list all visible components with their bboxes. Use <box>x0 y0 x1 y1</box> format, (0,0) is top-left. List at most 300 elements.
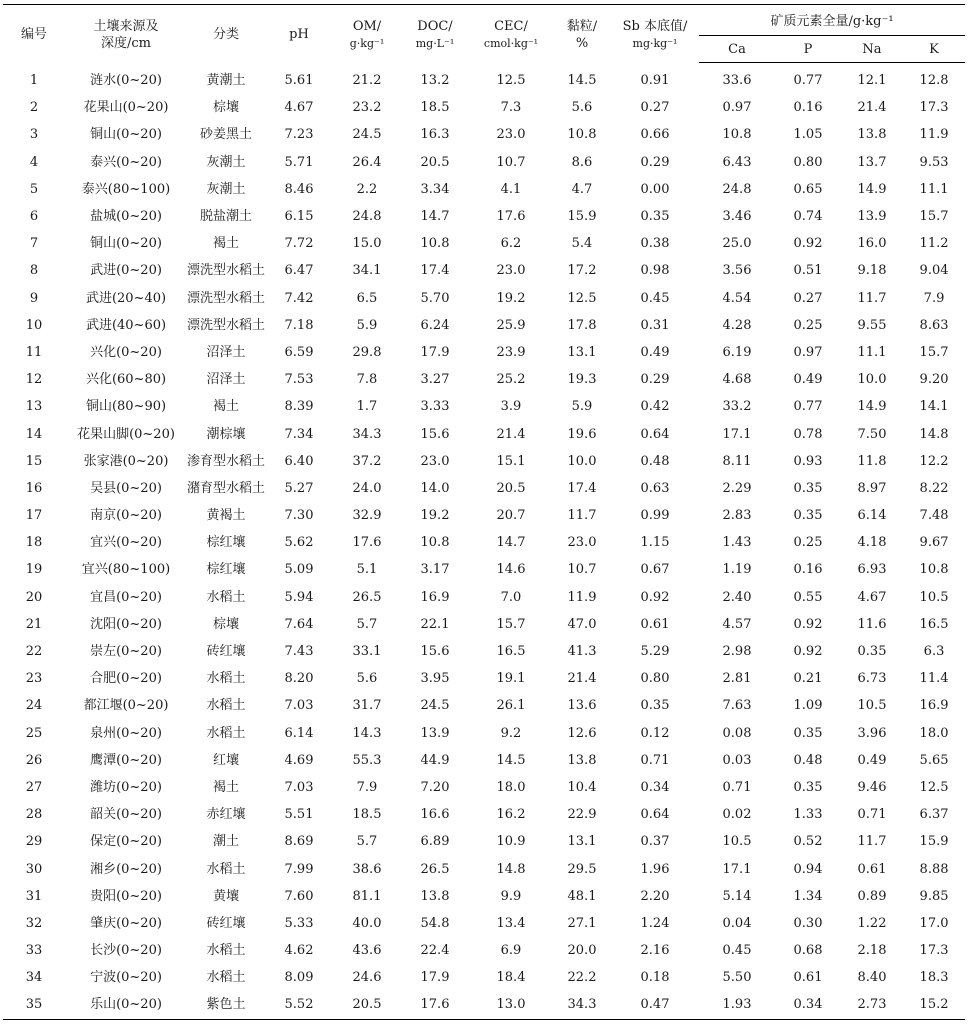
cell-no: 33 <box>25 943 43 959</box>
cell-ca: 10.8 <box>722 127 752 143</box>
cell-class: 赤红壤 <box>206 807 246 823</box>
cell-om: 24.5 <box>352 127 382 143</box>
cell-ph: 7.42 <box>284 290 314 306</box>
cell-cec: 23.0 <box>496 127 526 143</box>
cell-cec: 21.4 <box>496 426 526 442</box>
cell-no: 28 <box>25 807 43 823</box>
cell-class: 棕壤 <box>212 616 239 632</box>
cell-na: 4.67 <box>857 589 887 605</box>
cell-sb: 0.64 <box>640 426 670 442</box>
cell-p: 0.93 <box>793 453 823 469</box>
cell-no: 24 <box>25 698 43 714</box>
cell-p: 1.05 <box>793 127 823 143</box>
cell-cec: 15.7 <box>496 616 526 632</box>
cell-om: 29.8 <box>352 344 382 360</box>
cell-ph: 5.52 <box>265 991 333 1019</box>
cell-ph: 5.62 <box>284 535 314 551</box>
cell-cec: 14.5 <box>496 752 526 768</box>
table-row <box>3 420 965 447</box>
cell-no: 8 <box>29 263 39 279</box>
cell-source: 宁波(0~20) <box>90 970 162 986</box>
cell-om: 34.3 <box>352 426 382 442</box>
cell-ph: 6.15 <box>284 209 314 225</box>
cell-clay: 29.5 <box>567 861 597 877</box>
cell-om: 81.1 <box>352 888 382 904</box>
cell-cec: 3.9 <box>500 399 522 415</box>
cell-ca: 6.19 <box>722 344 752 360</box>
cell-p: 0.80 <box>793 154 823 170</box>
cell-doc: 16.6 <box>420 807 450 823</box>
cell-clay: 5.9 <box>571 399 593 415</box>
cell-na: 7.50 <box>857 426 887 442</box>
cell-class: 水稻土 <box>206 698 246 714</box>
cell-sb: 0.66 <box>640 127 670 143</box>
cell-class: 黄壤 <box>212 888 239 904</box>
header-mineral-group: 矿质元素全量/g·kg⁻¹ <box>699 5 965 36</box>
cell-source: 保定(0~20) <box>90 834 162 850</box>
cell-no: 7 <box>29 236 39 252</box>
cell-source: 贵阳(0~20) <box>90 888 162 904</box>
table-row <box>3 774 965 801</box>
cell-p: 0.92 <box>793 616 823 632</box>
cell-k: 7.9 <box>923 290 945 306</box>
cell-k: 9.53 <box>919 154 949 170</box>
cell-na: 11.1 <box>857 344 887 360</box>
cell-na: 9.55 <box>857 317 887 333</box>
cell-doc: 24.5 <box>420 698 450 714</box>
cell-ph: 5.09 <box>284 562 314 578</box>
header-ca: Ca <box>699 36 775 63</box>
cell-no: 25 <box>25 725 43 741</box>
cell-ph: 7.18 <box>284 317 314 333</box>
cell-ca: 0.02 <box>722 807 752 823</box>
cell-na: 13.7 <box>857 154 887 170</box>
table-row <box>3 638 965 665</box>
cell-p: 0.25 <box>793 535 823 551</box>
cell-ca: 25.0 <box>722 236 752 252</box>
cell-na: 6.73 <box>857 671 887 687</box>
table-row <box>3 665 965 692</box>
cell-p: 0.27 <box>793 290 823 306</box>
cell-ca: 0.45 <box>722 943 752 959</box>
cell-cec: 23.9 <box>496 344 526 360</box>
cell-no: 18 <box>25 535 43 551</box>
cell-source: 潍坊(0~20) <box>90 779 162 795</box>
cell-class: 沼泽土 <box>206 372 246 388</box>
cell-cec: 23.0 <box>496 263 526 279</box>
header-doc-line2: mg·L⁻¹ <box>415 36 455 50</box>
cell-clay: 5.6 <box>571 100 593 116</box>
cell-sb: 0.38 <box>640 236 670 252</box>
cell-p: 0.35 <box>793 480 823 496</box>
cell-no: 11 <box>25 344 43 360</box>
soil-properties-table <box>3 4 965 1020</box>
cell-om: 23.2 <box>352 100 382 116</box>
cell-p: 0.92 <box>793 236 823 252</box>
cell-om: 5.1 <box>356 562 378 578</box>
cell-ca: 17.1 <box>722 861 752 877</box>
cell-ph: 8.46 <box>284 181 314 197</box>
cell-ca: 1.43 <box>722 535 752 551</box>
table-row <box>3 94 965 121</box>
cell-clay: 14.5 <box>567 72 597 88</box>
cell-na: 0.35 <box>857 644 887 660</box>
cell-om: 17.6 <box>352 535 382 551</box>
cell-na: 12.1 <box>857 73 887 89</box>
header-no: 编号 <box>3 5 65 63</box>
cell-clay: 12.6 <box>567 725 597 741</box>
header-om <box>333 5 401 63</box>
cell-ca: 6.43 <box>722 154 752 170</box>
cell-clay: 27.1 <box>567 915 597 931</box>
table-row <box>3 257 965 284</box>
cell-om: 31.7 <box>352 698 382 714</box>
cell-doc: 23.0 <box>420 453 450 469</box>
cell-k: 11.2 <box>919 236 949 252</box>
cell-no: 14 <box>25 426 43 442</box>
table-row <box>3 475 965 502</box>
cell-om: 5.7 <box>356 834 378 850</box>
cell-class: 砖红壤 <box>206 644 246 660</box>
cell-ca: 0.97 <box>722 100 752 116</box>
cell-no: 35 <box>3 991 65 1019</box>
cell-doc: 16.3 <box>420 127 450 143</box>
cell-clay: 48.1 <box>567 888 597 904</box>
table-row <box>3 720 965 747</box>
cell-ca: 33.6 <box>722 73 752 89</box>
cell-ca: 2.40 <box>722 589 752 605</box>
cell-om: 24.6 <box>352 970 382 986</box>
cell-om: 24.8 <box>352 209 382 225</box>
table-row <box>3 801 965 828</box>
cell-ca: 0.08 <box>722 725 752 741</box>
cell-k: 7.48 <box>919 508 949 524</box>
cell-source: 涟水(0~20) <box>90 72 162 88</box>
table-row <box>3 747 965 774</box>
cell-clay: 5.4 <box>571 236 593 252</box>
cell-no: 27 <box>25 779 43 795</box>
cell-om: 38.6 <box>352 861 382 877</box>
cell-class: 水稻土 <box>206 589 246 605</box>
cell-ca: 1.93 <box>699 991 775 1019</box>
cell-clay: 19.3 <box>567 372 597 388</box>
cell-doc: 14.7 <box>420 209 450 225</box>
cell-no: 17 <box>25 508 43 524</box>
cell-cec: 16.5 <box>496 644 526 660</box>
cell-p: 1.34 <box>793 888 823 904</box>
cell-ph: 7.99 <box>284 861 314 877</box>
table-row <box>3 366 965 393</box>
cell-na: 1.22 <box>857 915 887 931</box>
table-row <box>3 855 965 882</box>
cell-sb: 2.20 <box>640 888 670 904</box>
cell-no: 12 <box>25 372 43 388</box>
cell-sb: 0.63 <box>640 480 670 496</box>
cell-doc: 10.8 <box>420 535 450 551</box>
cell-om: 14.3 <box>352 725 382 741</box>
cell-ca: 4.28 <box>722 317 752 333</box>
cell-na: 2.18 <box>857 943 887 959</box>
cell-na: 0.89 <box>857 888 887 904</box>
cell-ph: 6.14 <box>284 725 314 741</box>
cell-doc: 10.8 <box>420 236 450 252</box>
cell-source: 湘乡(0~20) <box>90 861 162 877</box>
header-cec <box>469 5 553 63</box>
cell-sb: 0.71 <box>640 752 670 768</box>
header-cec-line2: cmol·kg⁻¹ <box>483 36 539 50</box>
cell-sb: 0.49 <box>640 344 670 360</box>
cell-na: 11.8 <box>857 453 887 469</box>
cell-p: 0.74 <box>793 209 823 225</box>
cell-cec: 7.3 <box>500 100 522 116</box>
cell-no: 19 <box>25 562 43 578</box>
cell-clay: 10.7 <box>567 562 597 578</box>
cell-k: 11.9 <box>919 127 949 143</box>
cell-source: 泰兴(0~20) <box>90 154 162 170</box>
cell-sb: 0.61 <box>640 616 670 632</box>
cell-na: 9.46 <box>857 779 887 795</box>
cell-class: 灰潮土 <box>206 154 246 170</box>
cell-ca: 10.5 <box>722 834 752 850</box>
cell-na: 3.96 <box>857 725 887 741</box>
cell-ca: 7.63 <box>722 698 752 714</box>
cell-cec: 12.5 <box>496 72 526 88</box>
cell-no: 1 <box>29 72 39 88</box>
cell-doc: 3.33 <box>420 399 450 415</box>
cell-cec: 13.0 <box>469 991 553 1019</box>
cell-clay: 4.7 <box>571 181 593 197</box>
cell-sb: 0.98 <box>640 263 670 279</box>
cell-k: 6.37 <box>919 807 949 823</box>
cell-class: 水稻土 <box>206 671 246 687</box>
cell-ph: 8.09 <box>284 970 314 986</box>
cell-no: 20 <box>25 589 43 605</box>
cell-ph: 7.43 <box>284 644 314 660</box>
cell-clay: 11.9 <box>567 589 597 605</box>
cell-source: 武进(40~60) <box>85 317 167 333</box>
cell-k: 15.2 <box>903 991 965 1019</box>
cell-p: 0.35 <box>793 508 823 524</box>
cell-clay: 17.4 <box>567 480 597 496</box>
cell-ca: 33.2 <box>722 399 752 415</box>
cell-class: 砖红壤 <box>206 915 246 931</box>
cell-k: 12.5 <box>919 779 949 795</box>
cell-sb: 0.99 <box>640 508 670 524</box>
cell-ca: 2.98 <box>722 644 752 660</box>
cell-p: 0.16 <box>793 562 823 578</box>
cell-cec: 14.6 <box>496 562 526 578</box>
header-clay-line2: % <box>575 35 589 51</box>
cell-p: 0.25 <box>793 317 823 333</box>
cell-k: 17.0 <box>919 915 949 931</box>
cell-sb: 0.29 <box>640 372 670 388</box>
cell-sb: 1.24 <box>640 915 670 931</box>
cell-ph: 5.51 <box>284 807 314 823</box>
cell-doc: 17.9 <box>420 344 450 360</box>
cell-ph: 7.53 <box>284 372 314 388</box>
table-row <box>3 910 965 937</box>
cell-doc: 19.2 <box>420 508 450 524</box>
cell-doc: 17.4 <box>420 263 450 279</box>
cell-p: 0.52 <box>793 834 823 850</box>
cell-class: 砂姜黑土 <box>199 127 252 143</box>
header-sb-line1: Sb 本底值/ <box>622 18 688 34</box>
cell-sb: 0.92 <box>640 589 670 605</box>
cell-ca: 4.54 <box>722 290 752 306</box>
cell-om: 40.0 <box>352 915 382 931</box>
header-clay <box>553 5 611 63</box>
cell-om: 43.6 <box>352 943 382 959</box>
header-sb-line2: mg·kg⁻¹ <box>632 36 678 50</box>
cell-source: 都江堰(0~20) <box>83 698 169 714</box>
cell-na: 9.18 <box>857 263 887 279</box>
cell-source: 泰兴(80~100) <box>81 181 171 197</box>
cell-na: 8.97 <box>857 480 887 496</box>
cell-ca: 3.46 <box>722 209 752 225</box>
cell-k: 11.1 <box>919 181 949 197</box>
cell-ca: 5.14 <box>722 888 752 904</box>
cell-no: 6 <box>29 209 39 225</box>
cell-sb: 0.27 <box>640 100 670 116</box>
cell-sb: 2.16 <box>640 943 670 959</box>
cell-p: 0.61 <box>793 970 823 986</box>
header-clay-line1: 黏粒/ <box>566 18 598 34</box>
cell-doc: 54.8 <box>420 915 450 931</box>
header-doc <box>401 5 469 63</box>
cell-no: 2 <box>29 100 39 116</box>
cell-clay: 13.6 <box>567 698 597 714</box>
cell-clay: 17.8 <box>567 317 597 333</box>
cell-class: 潮土 <box>212 834 239 850</box>
cell-na: 4.18 <box>857 535 887 551</box>
cell-ph: 4.67 <box>284 100 314 116</box>
cell-k: 12.2 <box>919 453 949 469</box>
header-source <box>65 5 187 63</box>
cell-sb: 0.42 <box>640 399 670 415</box>
header-om-line1: OM/ <box>352 18 382 34</box>
cell-source: 铜山(0~20) <box>90 236 162 252</box>
cell-class: 褐土 <box>212 399 239 415</box>
cell-om: 34.1 <box>352 263 382 279</box>
cell-no: 23 <box>25 671 43 687</box>
cell-sb: 0.91 <box>640 72 670 88</box>
cell-clay: 13.1 <box>567 834 597 850</box>
cell-sb: 0.64 <box>640 807 670 823</box>
cell-cec: 16.2 <box>496 807 526 823</box>
cell-om: 2.2 <box>356 181 378 197</box>
table-row <box>3 883 965 910</box>
cell-source: 沈阳(0~20) <box>90 616 162 632</box>
cell-ph: 5.33 <box>284 915 314 931</box>
table-row <box>3 448 965 475</box>
cell-ca: 0.03 <box>722 752 752 768</box>
cell-source: 长沙(0~20) <box>90 943 162 959</box>
table-row <box>3 339 965 366</box>
cell-k: 15.7 <box>919 344 949 360</box>
cell-class: 漂洗型水稻土 <box>187 317 266 333</box>
cell-ph: 7.60 <box>284 888 314 904</box>
table-row <box>3 230 965 257</box>
cell-na: 10.5 <box>857 698 887 714</box>
cell-source: 宜兴(0~20) <box>90 535 162 551</box>
cell-source: 崇左(0~20) <box>90 644 162 660</box>
cell-p: 0.48 <box>793 752 823 768</box>
cell-p: 0.51 <box>793 263 823 279</box>
cell-source: 盐城(0~20) <box>90 209 162 225</box>
cell-class: 水稻土 <box>206 943 246 959</box>
cell-doc: 14.0 <box>420 480 450 496</box>
cell-cec: 18.0 <box>496 779 526 795</box>
cell-na: 13.9 <box>857 209 887 225</box>
cell-k: 8.88 <box>919 861 949 877</box>
cell-cec: 14.7 <box>496 535 526 551</box>
cell-no: 26 <box>25 752 43 768</box>
cell-clay: 11.7 <box>567 508 597 524</box>
cell-sb: 0.00 <box>640 181 670 197</box>
cell-na: 16.0 <box>857 236 887 252</box>
header-doc-line1: DOC/ <box>417 18 453 34</box>
cell-om: 24.0 <box>352 480 382 496</box>
cell-k: 10.8 <box>919 562 949 578</box>
cell-p: 0.16 <box>793 100 823 116</box>
cell-clay: 12.5 <box>567 290 597 306</box>
cell-cec: 6.2 <box>500 236 522 252</box>
cell-cec: 13.4 <box>496 915 526 931</box>
cell-class: 黄潮土 <box>206 72 246 88</box>
cell-sb: 1.15 <box>640 535 670 551</box>
cell-class: 紫色土 <box>187 991 265 1019</box>
cell-cec: 25.9 <box>496 317 526 333</box>
cell-clay: 10.8 <box>567 127 597 143</box>
cell-clay: 21.4 <box>567 671 597 687</box>
cell-class: 沼泽土 <box>206 344 246 360</box>
cell-k: 17.3 <box>919 100 949 116</box>
cell-na: 21.4 <box>857 100 887 116</box>
cell-class: 黄褐土 <box>206 508 246 524</box>
cell-no: 31 <box>25 888 43 904</box>
cell-source: 兴化(0~20) <box>90 344 162 360</box>
cell-om: 55.3 <box>352 752 382 768</box>
cell-source: 宜昌(0~20) <box>90 589 162 605</box>
cell-k: 9.04 <box>919 263 949 279</box>
cell-p: 0.92 <box>793 644 823 660</box>
header-cec-line1: CEC/ <box>494 18 528 34</box>
cell-doc: 22.1 <box>420 616 450 632</box>
cell-doc: 5.70 <box>420 290 450 306</box>
cell-ca: 1.19 <box>722 562 752 578</box>
cell-class: 灰潮土 <box>206 181 246 197</box>
cell-cec: 6.9 <box>500 943 522 959</box>
cell-cec: 18.4 <box>496 970 526 986</box>
cell-doc: 3.95 <box>420 671 450 687</box>
cell-k: 6.3 <box>923 644 945 660</box>
cell-doc: 3.34 <box>420 181 450 197</box>
header-p: P <box>775 36 841 63</box>
table-row <box>3 584 965 611</box>
header-om-line2: g·kg⁻¹ <box>349 36 385 50</box>
cell-k: 14.8 <box>919 426 949 442</box>
cell-clay: 15.9 <box>567 209 597 225</box>
cell-cec: 9.2 <box>500 725 522 741</box>
cell-ca: 0.04 <box>722 915 752 931</box>
cell-p: 0.97 <box>793 344 823 360</box>
cell-class: 水稻土 <box>206 725 246 741</box>
cell-ph: 5.61 <box>284 72 314 88</box>
cell-class: 脱盐潮土 <box>199 209 252 225</box>
cell-k: 5.65 <box>919 752 949 768</box>
cell-source: 韶关(0~20) <box>90 807 162 823</box>
cell-ca: 4.57 <box>722 616 752 632</box>
